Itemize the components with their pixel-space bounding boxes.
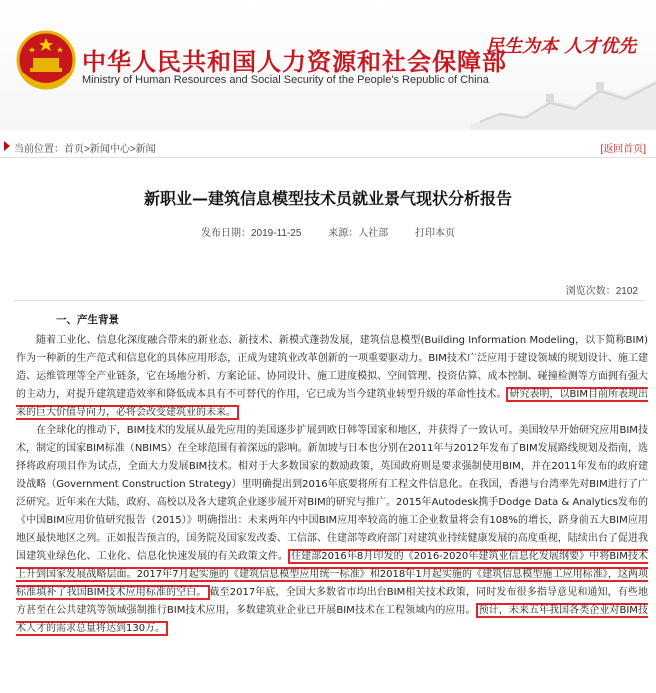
publish-date: 发布日期：2019-11-25 xyxy=(201,228,302,239)
paragraph-2 xyxy=(16,422,648,638)
breadcrumb xyxy=(0,136,656,158)
paragraph-1 xyxy=(16,332,648,422)
highlight-2: 住建部2016年8月印发的《2016-2020年建筑业信息化发展纲要》中将BIM技术上升到国家发展战略层面。2017年7月起实施的《建筑信息模型应用统一标准》和2018年1月起实施的《建筑信息模型施工应用标准》，这两项标准填补了我国BIM技术应用标准的空白。 xyxy=(16,551,648,598)
article-meta xyxy=(0,224,656,239)
article-title: 新职业—建筑信息模型技术员就业景气现状分析报告 xyxy=(143,189,512,208)
article-body xyxy=(16,332,648,638)
view-count: 浏览次数：2102 xyxy=(565,286,638,297)
print-link[interactable]: 打印本页 xyxy=(414,228,455,239)
article-source: 来源：人社部 xyxy=(328,228,389,239)
ministry-name-cn: 中华人民共和国人力资源和社会保障部 xyxy=(82,48,507,76)
national-emblem-icon xyxy=(16,30,76,92)
back-home-link[interactable]: [返回首页] xyxy=(600,144,646,155)
breadcrumb-path[interactable]: 首页>新闻中心>新闻 xyxy=(64,144,156,155)
highlight-3: 预计，未来五年我国各类企业对BIM技术人才的需求总量将达到130万。 xyxy=(16,605,648,634)
paragraph-2-text: 在全球化的推动下，BIM技术的发展从最先应用的美国逐步扩展到欧日韩等国家和地区，并获得了一致认可。美国较早开始研究应用BIM技术，制定的国家BIM标准（NBIMS）在全球范围有着深远的影响。新加坡与日本也分别在2011年与2012年发布了BIM发展路线规划及指南，选择将政府项目作为试点，全面大力发展BIM技术。相对于大多数国家的数励政策，英国政府则是要求强制使用BIM，并在2011年发布的政府建设战略（Government Construction Strategy）里明确提出到2016年底要将所有工程文件信息化。在我国，香港与台湾率先对BIM进行了广泛研究。近年来在大陆，政府、高校以及各大建筑企业逐步展开对BIM的研究与推广。2015年Autodesk携手Dodge Data & Analytics发布的《中国BIM应用价值研究报告（2015）》明确指出：未来两年内中国BIM应用率较高的施工企业数量将会有108%的增长，跻身前五大BIM应用地区最快地区之列。正如报告预言的，国务院及国家发改委、工信部、住建部等政府部门对建筑业持续健康发展的高度重视，陆续出台了促进我国建筑业绿色化、工业化、信息化快速发展的有关政策文件。 xyxy=(16,425,648,562)
ministry-name-en: Ministry of Human Resources and Social Security of the People's Republic of China xyxy=(82,74,489,86)
divider xyxy=(14,300,644,301)
site-header xyxy=(0,0,656,130)
breadcrumb-label: 当前位置： xyxy=(14,144,64,155)
slogan: 民生为本 人才优先 xyxy=(486,36,637,57)
breadcrumb-arrow-icon xyxy=(4,141,10,151)
paragraph-1-text: 随着工业化、信息化深度融合带来的新业态、新技术、新模式蓬勃发展，建筑信息模型(Building Information Modeling，以下简称BIM)作为一种新的生产范式和信息化的具体应用形态，正成为建筑业改革创新的一项重要驱动力。BIM技术广泛应用于建设领域的规划设计、施工建造、运维管理等全产业链条，它在场地分析、方案论证、协同设计、施工进度模拟、空间管理、投资估算、成本控制、碰撞检测等方面拥有强大的主动力，对提升建筑建造效率和降低成本具有不可替代的作用，它已成为当今建筑业转型升级的革命性技术。 xyxy=(16,335,648,400)
highlight-1: 研究表明，以BIM目前所表现出来的巨大价值导向力，必将会改变建筑业的未来。 xyxy=(16,389,649,418)
section-heading: 一、产生背景 xyxy=(56,314,119,326)
paragraph-2-text-b: 截至2017年底，全国大多数省市均出台BIM相关技术政策，同时发布很多指导意见和通知，有些地方甚至在公共建筑等领域强制推行BIM技术应用，多数建筑业企业已开展BIM技术在工程领域内的应用。 xyxy=(16,587,649,616)
great-wall-decoration-icon xyxy=(470,70,656,130)
